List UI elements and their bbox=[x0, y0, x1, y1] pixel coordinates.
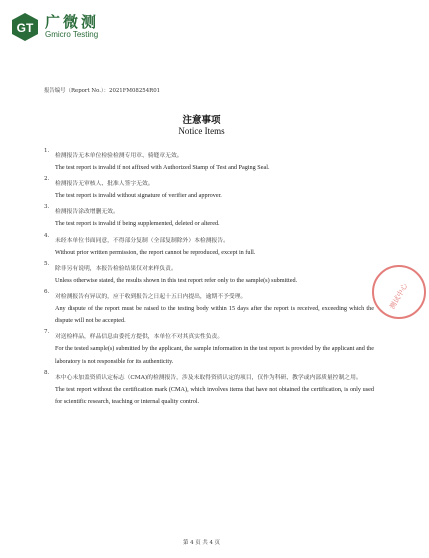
notice-text-chinese: 检测报告无审核人、批准人签字无效。 bbox=[55, 181, 154, 188]
paging-seal-stamp bbox=[369, 262, 429, 322]
notice-item bbox=[44, 331, 374, 367]
notice-item bbox=[44, 291, 374, 327]
company-logo bbox=[9, 12, 99, 42]
notice-item bbox=[44, 178, 374, 202]
notice-text-chinese: 检测报告无本单位检验检测专用章、骑缝章无效。 bbox=[55, 153, 183, 159]
page-title-chinese: 注意事项 bbox=[182, 115, 221, 126]
notice-text-chinese: 除非另有说明，本报告检验结果仅对来样负责。 bbox=[55, 265, 177, 272]
notice-text-english: Unless otherwise stated, the results shown in this test report refer only to the sample(s) submitted. bbox=[55, 276, 298, 284]
notice-number: 4. bbox=[44, 232, 50, 239]
notice-item bbox=[44, 150, 374, 174]
notice-text-english: The test report is invalid if being supplemented, deleted or altered. bbox=[55, 220, 220, 228]
notice-item bbox=[44, 232, 374, 259]
notice-text-english: The test report without the certification mark (CMA), which involves items that have not obtained the certification, is only used for scientific research, teaching or internal quality control. bbox=[55, 385, 374, 406]
notice-text-chinese: 检测报告涂改增删无效。 bbox=[55, 209, 119, 216]
notice-list bbox=[44, 150, 374, 412]
notice-text-chinese: 本中心未加盖资质认定标志（CMA)的检测报告，涉及未取得资质认定的项目，仅作为科研、教学或内部质量控制之用。 bbox=[55, 374, 362, 381]
notice-number: 6. bbox=[44, 289, 50, 296]
notice-number: 3. bbox=[44, 204, 50, 211]
page-footer: 第 4 页 共 4 页 bbox=[183, 540, 220, 546]
notice-number: 7. bbox=[44, 329, 50, 336]
notice-text-english: Any dispute of the report must be raised to the testing body within 15 days after the report is received, exceeding which the dispute will not be accepted. bbox=[55, 305, 374, 325]
logo-english-name: Gmicro Testing bbox=[45, 30, 99, 39]
notice-item bbox=[44, 369, 374, 408]
page-title-english: Notice Items bbox=[178, 126, 225, 136]
gt-logo-icon bbox=[9, 12, 41, 42]
svg-text:测试中心: 测试中心 bbox=[388, 282, 410, 311]
notice-item bbox=[44, 206, 374, 230]
report-number: 报告编号（Report No.）：2021FM08254R01 bbox=[44, 88, 161, 94]
notice-text-chinese: 对检测报告有异议的，应于收到报告之日起十五日内提出，逾期不予受理。 bbox=[55, 294, 247, 301]
notice-text-english: Without prior written permission, the report cannot be reproduced, except in full. bbox=[55, 248, 256, 256]
notice-number: 8. bbox=[44, 369, 50, 376]
notice-number: 5. bbox=[44, 260, 50, 267]
notice-text-english: The test report is invalid without signature of verifier and approver. bbox=[55, 192, 222, 200]
notice-text-english: The test report is invalid if not affixed with Authorized Stamp of Test and Paging Seal. bbox=[55, 164, 270, 171]
notice-number: 2. bbox=[44, 176, 50, 183]
notice-text-chinese: 未经本单位书面同意，不得部分复制（全部复制除外）本检测报告。 bbox=[55, 237, 229, 244]
notice-number: 1. bbox=[44, 148, 50, 154]
notice-text-english: For the tested sample(s) submitted by the applicant, the sample information in the test report is provided by the applicant and the laboratory is not responsible for its authenticity. bbox=[55, 345, 374, 365]
svg-text:GT: GT bbox=[16, 21, 34, 35]
notice-text-chinese: 对送检样品，样品信息由委托方提供，本单位不对其真实性负责。 bbox=[55, 334, 224, 341]
notice-item bbox=[44, 260, 374, 287]
logo-chinese-name: 广微测 bbox=[45, 13, 100, 31]
